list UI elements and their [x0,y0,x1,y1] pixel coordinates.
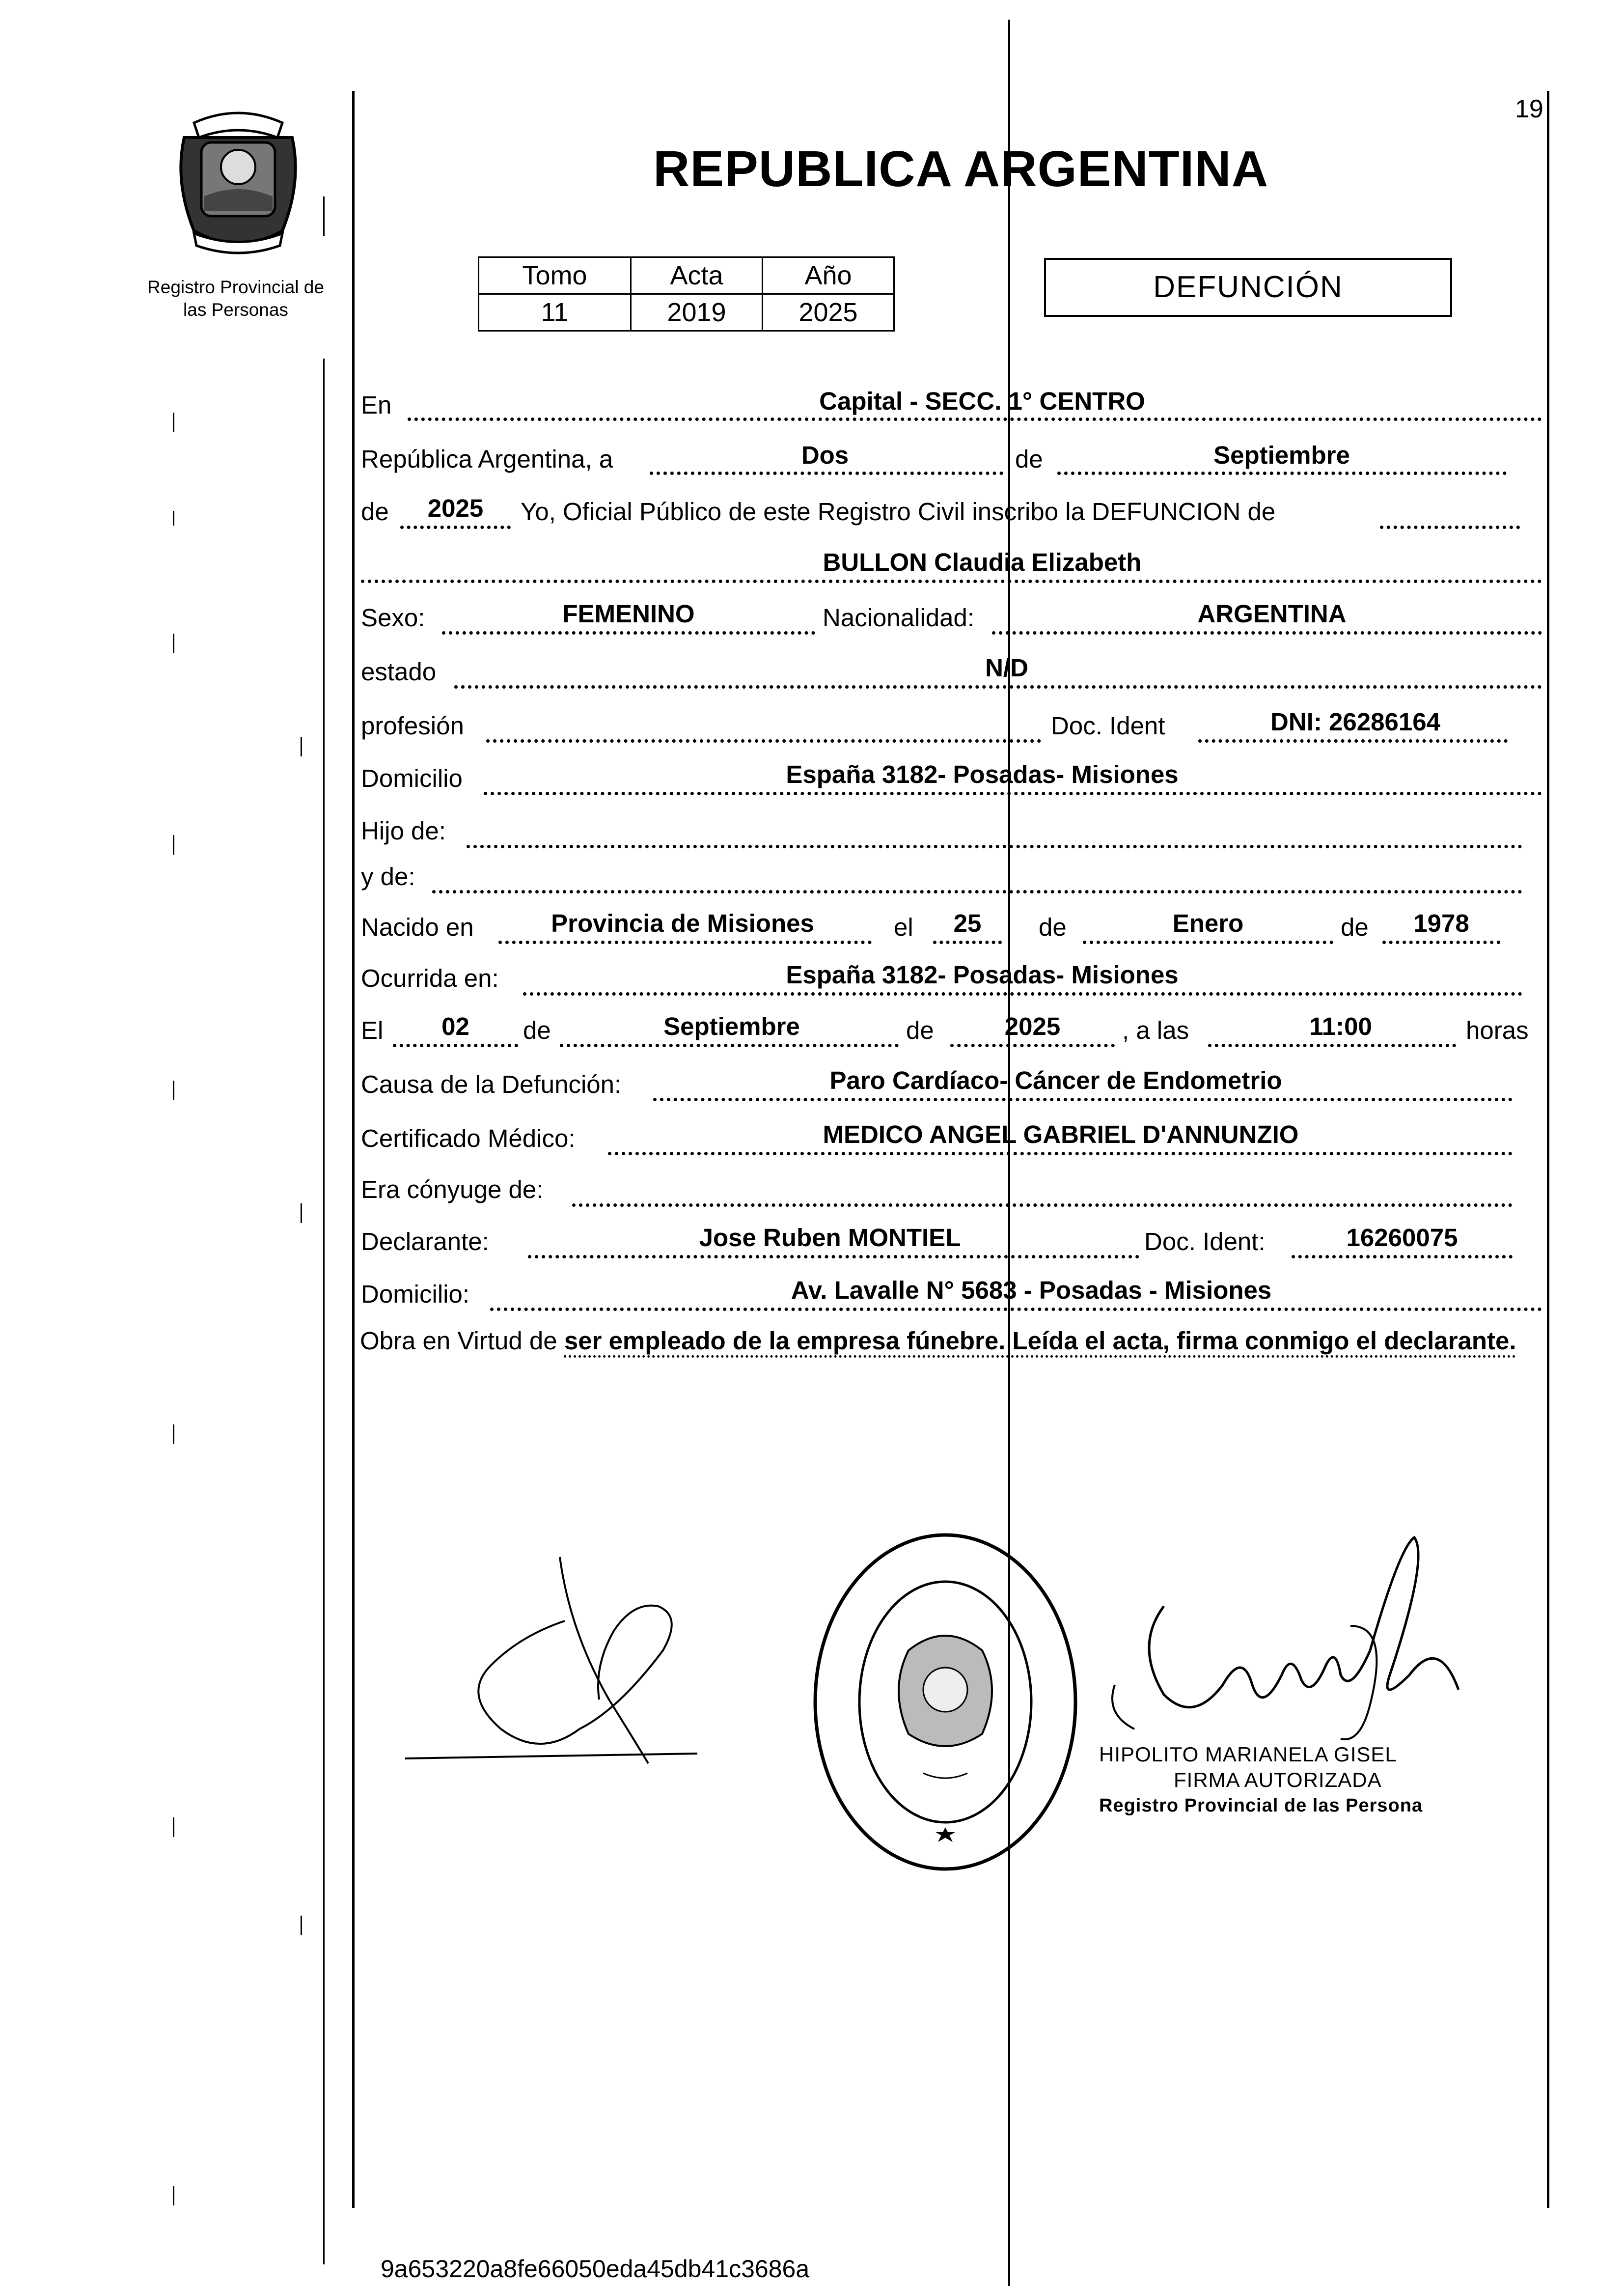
profesion-label: profesión [361,712,464,740]
decl-dom-value: Av. Lavalle N° 5683 - Posadas - Misiones [791,1276,1272,1304]
document-hash: 9a653220a8fe66050eda45db41c3686a [381,2255,810,2283]
de-label-2: de [1039,913,1067,941]
margin-tick [173,634,174,653]
dotted-line [1198,739,1508,743]
inner-left-line [323,359,325,2264]
dotted-line [1208,1044,1456,1047]
value-acta: 2019 [631,294,763,331]
dotted-line [408,418,1542,421]
page-title: REPUBLICA ARGENTINA [653,140,1269,197]
dotted-line [523,992,1522,996]
el2-label: El [361,1016,384,1044]
nacido-label: Nacido en [361,913,474,941]
causa-label: Causa de la Defunción: [361,1070,622,1098]
registry-label-line1: Registro Provincial de [147,277,324,297]
dotted-line [490,1308,1542,1311]
dotted-line [933,941,1002,944]
certificado-value: MEDICO ANGEL GABRIEL D'ANNUNZIO [823,1120,1299,1148]
official-role: FIRMA AUTORIZADA [1174,1768,1382,1791]
dotted-line [1057,472,1507,475]
def-mes-value: Septiembre [663,1012,800,1040]
margin-tick [301,1203,302,1223]
conyuge-label: Era cónyuge de: [361,1175,544,1203]
de-label: de [1015,445,1043,473]
nac-anio-value: 1978 [1413,909,1469,937]
estado-value: N/D [985,654,1028,682]
nac-dia-value: 25 [953,909,982,937]
republica-label: República Argentina, a [361,445,613,473]
certificado-label: Certificado Médico: [361,1124,576,1152]
estado-label: estado [361,658,437,686]
yde-label: y de: [361,863,415,891]
dotted-line [486,739,1041,743]
dotted-line [528,1255,1139,1258]
dotted-line [572,1203,1513,1207]
ocurrida-label: Ocurrida en: [361,964,499,992]
province-seal-icon [165,108,312,255]
margin-tick [301,1916,302,1935]
dotted-line [361,580,1542,583]
left-margin-line [352,91,355,2208]
doc-value: DNI: 26286164 [1270,708,1440,736]
dotted-line [442,631,815,635]
official-name: HIPOLITO MARIANELA GISEL [1099,1743,1397,1766]
declarante-label: Declarante: [361,1227,489,1255]
obra-paragraph [360,1324,1548,1358]
hijo-label: Hijo de: [361,817,446,845]
dotted-line [400,526,511,529]
de-label-3: de [1341,913,1369,941]
official-office: Registro Provincial de las Persona [1099,1795,1423,1816]
dotted-line [992,631,1542,635]
margin-tick [173,511,174,526]
dotted-line [484,792,1542,795]
nacionalidad-value: ARGENTINA [1197,600,1347,628]
mes-value: Septiembre [1213,441,1350,469]
margin-tick [173,413,174,432]
declarant-signature-icon [403,1552,707,1788]
def-dia-value: 02 [441,1012,469,1040]
dotted-line [393,1044,518,1047]
dotted-line [454,685,1542,689]
sexo-value: FEMENINO [562,600,695,628]
dotted-line [467,845,1522,848]
nombre-value: BULLON Claudia Elizabeth [823,548,1142,576]
domicilio-value: España 3182- Posadas- Misiones [786,760,1179,788]
header-acta: Acta [631,257,763,294]
declarante-value: Jose Ruben MONTIEL [699,1224,961,1252]
dotted-line [653,1098,1513,1101]
margin-tick [301,737,302,756]
en-value: Capital - SECC. 1° CENTRO [819,387,1145,415]
horas-label: horas [1466,1016,1529,1044]
nac-mes-value: Enero [1172,909,1244,937]
registry-label-line2: las Personas [183,300,288,320]
dotted-line [560,1044,899,1047]
obra-value: ser empleado de la empresa fúnebre. Leída el acta, firma conmigo el declarante. [564,1327,1516,1355]
dotted-line [1382,941,1500,944]
decl-doc-label: Doc. Ident: [1144,1227,1266,1255]
nacionalidad-label: Nacionalidad: [823,604,975,632]
doc-label: Doc. Ident [1051,712,1165,740]
causa-value: Paro Cardíaco- Cáncer de Endometrio [829,1066,1282,1094]
domicilio-label: Domicilio [361,764,463,792]
header-tomo: Tomo [479,257,631,294]
nacido-value: Provincia de Misiones [551,909,814,937]
right-margin-line [1547,91,1549,2208]
anio-value: 2025 [427,494,484,522]
ocurrida-value: España 3182- Posadas- Misiones [786,961,1179,989]
en-label: En [361,391,392,419]
dotted-line [950,1044,1115,1047]
inscribo-text: Yo, Oficial Público de este Registro Civil inscribo la DEFUNCION de [521,498,1276,526]
dotted-line [1380,526,1520,529]
obra-label: Obra en Virtud de [360,1327,557,1355]
inner-left-line-top [323,196,325,236]
dotted-line [1083,941,1333,944]
decl-dom-label: Domicilio: [361,1280,470,1308]
official-signature-icon [1095,1528,1478,1773]
sexo-label: Sexo: [361,604,425,632]
header-anio: Año [763,257,894,294]
margin-tick [173,1424,174,1444]
value-anio: 2025 [763,294,894,331]
dia-value: Dos [801,441,849,469]
anio-label: de [361,498,389,526]
de-label-5: de [906,1016,934,1044]
alas-label: , a las [1122,1016,1189,1044]
decl-doc-value: 16260075 [1346,1224,1458,1252]
registry-label [133,276,339,321]
page-number: 19 [1515,95,1543,123]
hora-value: 11:00 [1309,1012,1372,1040]
margin-tick [173,835,174,855]
margin-tick [173,1817,174,1837]
margin-tick [173,2186,174,2205]
def-anio-value: 2025 [1004,1012,1061,1040]
margin-tick [173,1081,174,1100]
record-table [478,256,895,332]
dotted-line [432,890,1522,893]
dotted-line [498,941,872,944]
el-label: el [894,913,913,941]
dotted-line [608,1152,1513,1155]
record-type-box: DEFUNCIÓN [1044,258,1452,317]
dotted-line [1292,1255,1513,1258]
registry-stamp [805,1528,1085,1876]
de-label-4: de [523,1016,551,1044]
value-tomo: 11 [479,294,631,331]
dotted-line [650,472,1003,475]
